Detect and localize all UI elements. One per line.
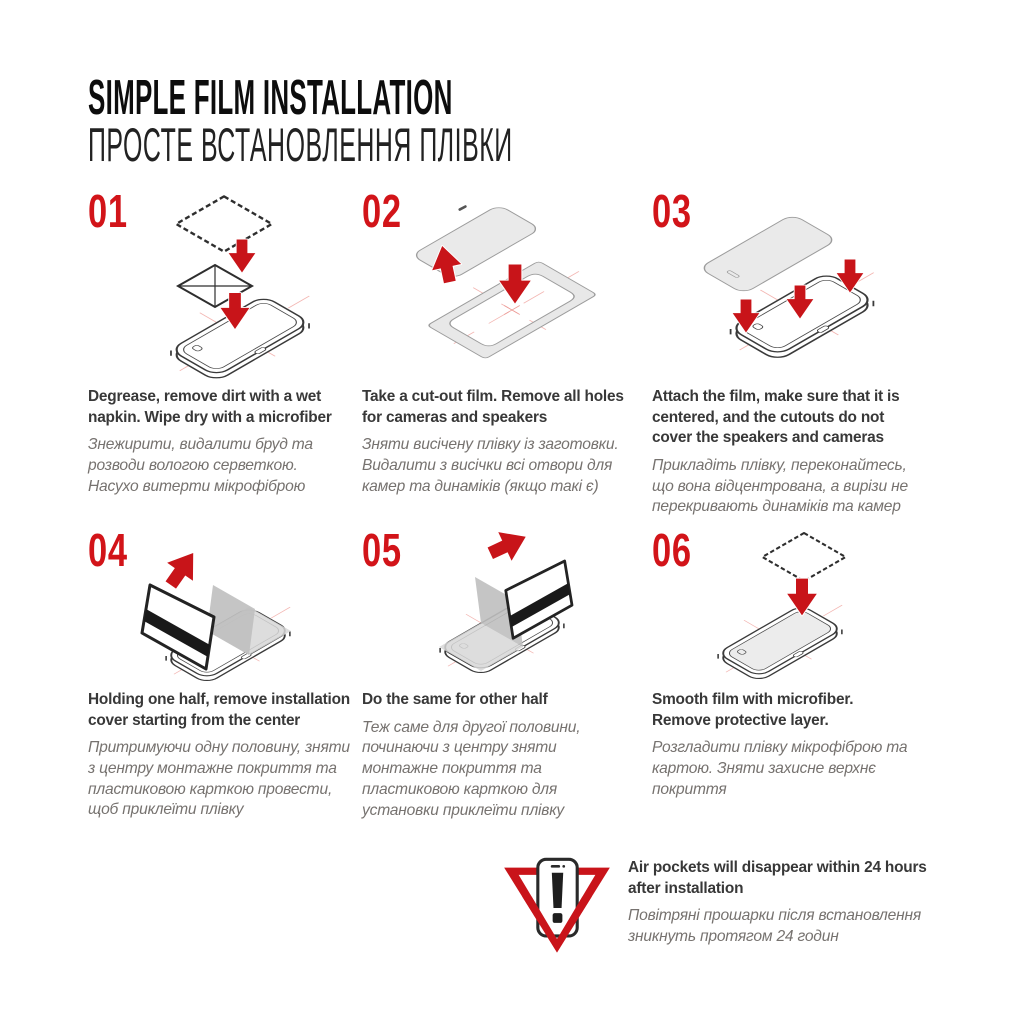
exclamation-dot xyxy=(553,913,563,923)
exclamation-bar xyxy=(552,873,563,908)
step-02 xyxy=(362,185,624,497)
phone-with-film-icon xyxy=(717,605,844,682)
step-02-text-en: Take a cut-out film. Remove all holes for cameras and speakers xyxy=(362,388,624,426)
note-text-en: Air pockets will disappear within 24 hours after installation xyxy=(628,859,927,897)
step-05-number: 05 xyxy=(362,524,402,576)
step-05-text-en: Do the same for other half xyxy=(362,691,548,708)
step-06-text-en: Smooth film with microfiber. Remove protective layer. xyxy=(652,691,854,729)
red-arrow-up-left-icon xyxy=(158,544,206,594)
step-01-number: 01 xyxy=(88,185,128,237)
warning-phone-triangle-icon xyxy=(500,851,614,960)
camera-dot xyxy=(562,865,565,868)
step-03-text-ua: Прикладіть плівку, переконайтесь, що вона відцентрована, а вирізи не перекривають динаміків та камер xyxy=(652,456,908,516)
note-text xyxy=(628,851,946,948)
step-04-number: 04 xyxy=(88,524,128,576)
red-arrow-left-icon xyxy=(484,522,533,567)
step-05 xyxy=(362,524,624,821)
step-01 xyxy=(88,185,350,497)
step-03-text-en: Attach the film, make sure that it is centered, and the cutouts do not cover the speakers and cameras xyxy=(652,388,900,447)
step-03-number: 03 xyxy=(652,185,692,237)
step-02-text-ua: Зняти висічену плівку із заготовки. Видалити з висічки всі отвори для камер та динаміків (якщо такі є) xyxy=(362,436,619,495)
step-04-text-ua: Притримуючи одну половину, зняти з центру монтажне покриття та пластиковою карткою провести, щоб приклеїти плівку xyxy=(88,739,350,819)
napkin-icon xyxy=(762,533,845,581)
speaker-slot xyxy=(551,865,560,868)
step-04 xyxy=(88,524,350,821)
step-02-number: 02 xyxy=(362,185,402,237)
napkin-icon xyxy=(176,196,272,251)
punched-piece-mark xyxy=(458,205,467,212)
step-03 xyxy=(652,185,914,518)
step-06 xyxy=(652,524,914,800)
step-01-text-en: Degrease, remove dirt with a wet napkin. Wipe dry with a microfiber xyxy=(88,388,332,426)
page-title-en: SIMPLE FILM INSTALLATION xyxy=(88,71,453,125)
step-01-text-ua: Знежирити, видалити бруд та розводи вологою серветкою. Насухо витерти мікрофіброю xyxy=(88,436,313,495)
step-06-number: 06 xyxy=(652,524,692,576)
air-pockets-note xyxy=(500,851,946,960)
step-04-text-en: Holding one half, remove installation cover starting from the center xyxy=(88,691,350,729)
page-title-ua: ПРОСТЕ ВСТАНОВЛЕННЯ ПЛІВКИ xyxy=(88,118,513,171)
note-text-ua: Повітряні прошарки після встановлення зникнуть протягом 24 годин xyxy=(628,907,921,946)
step-06-text-ua: Розгладити плівку мікрофіброю та картою. Зняти захисне верхнє покриття xyxy=(652,739,908,798)
step-05-text-ua: Теж саме для другої половини, починаючи з центру зняти монтажне покриття та пластиковою карткою для установки приклеїти плівку xyxy=(362,718,581,819)
